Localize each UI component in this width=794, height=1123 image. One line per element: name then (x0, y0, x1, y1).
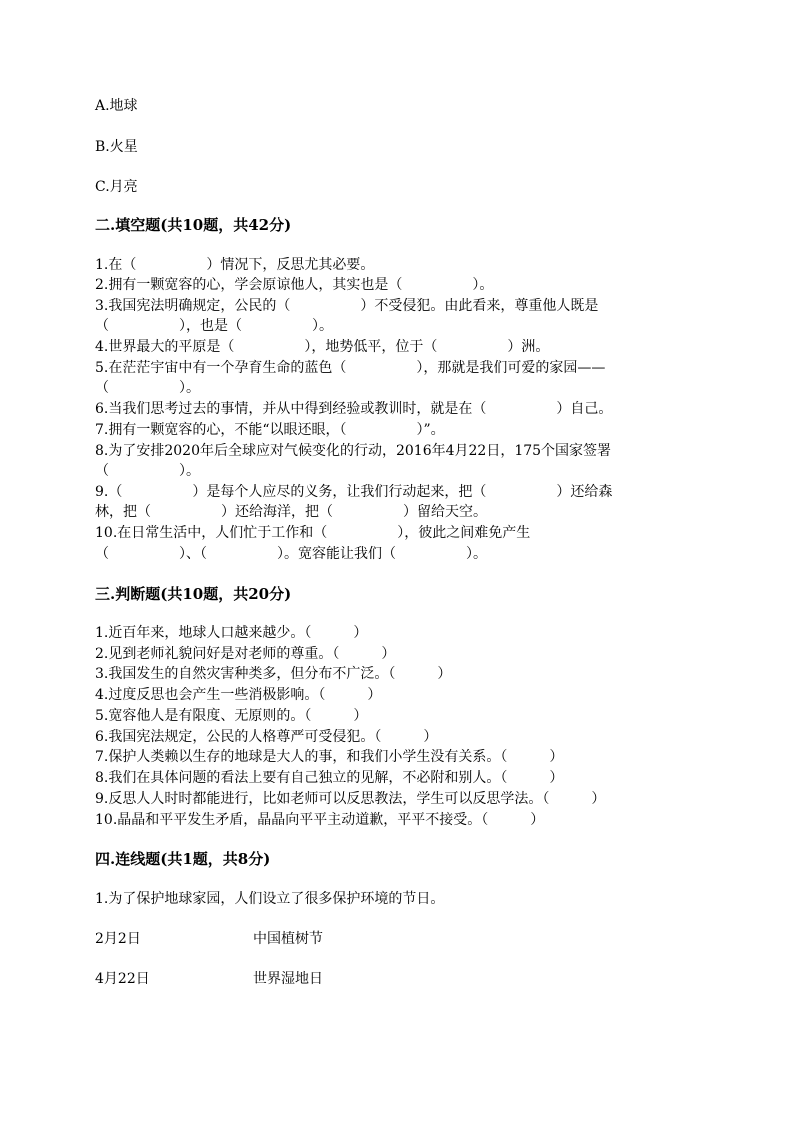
match-left-item: 2月2日 (95, 931, 141, 947)
option-a: A.地球 (95, 98, 138, 114)
fill-line: 1.在（ ）情况下，反思尤其必要。 (95, 257, 375, 273)
option-b: B.火星 (95, 139, 138, 155)
judge-section-heading: 三.判断题(共10题，共20分) (95, 585, 292, 603)
judge-line: 3.我国发生的自然灾害种类多，但分布不广泛。（ ） (95, 666, 452, 682)
fill-line: 6.当我们思考过去的事情，并从中得到经验或教训时，就是在（ ）自己。 (95, 401, 613, 417)
judge-line: 8.我们在具体问题的看法上要有自己独立的见解，不必附和别人。（ ） (95, 770, 564, 786)
match-question: 1.为了保护地球家园，人们设立了很多保护环境的节日。 (95, 891, 445, 907)
match-left-item: 4月22日 (95, 971, 150, 987)
judge-line: 6.我国宪法规定，公民的人格尊严可受侵犯。（ ） (95, 729, 438, 745)
fill-line: 7.拥有一颗宽容的心，不能“以眼还眼，（ ）”。 (95, 422, 445, 438)
match-right-item: 世界湿地日 (253, 971, 323, 987)
fill-line: 4.世界最大的平原是（ ），地势低平，位于（ ）洲。 (95, 339, 550, 355)
fill-line: （ ）。 (95, 380, 200, 396)
judge-line: 1.近百年来，地球人口越来越少。（ ） (95, 625, 368, 641)
match-right-item: 中国植树节 (253, 931, 323, 947)
judge-line: 9.反思人人时时都能进行，比如老师可以反思教法，学生可以反思学法。（ ） (95, 791, 606, 807)
judge-line: 4.过度反思也会产生一些消极影响。（ ） (95, 687, 382, 703)
fill-line: （ ）。 (95, 463, 200, 479)
fill-line: 2.拥有一颗宽容的心，学会原谅他人，其实也是（ ）。 (95, 277, 494, 293)
fill-line: 5.在茫茫宇宙中有一个孕育生命的蓝色（ ），那就是我们可爱的家园—— (95, 360, 606, 376)
fill-line: 10.在日常生活中，人们忙于工作和（ ），彼此之间难免产生 (95, 525, 531, 541)
judge-line: 7.保护人类赖以生存的地球是大人的事，和我们小学生没有关系。（ ） (95, 749, 564, 765)
match-section-heading: 四.连线题(共1题，共8分) (95, 850, 271, 868)
judge-line: 10.晶晶和平平发生矛盾，晶晶向平平主动道歉，平平不接受。（ ） (95, 812, 545, 828)
fill-line: 8.为了安排2020年后全球应对气候变化的行动，2016年4月22日，175个国家签署 (95, 443, 612, 459)
fill-line: 3.我国宪法明确规定，公民的（ ）不受侵犯。由此看来，尊重他人既是 (95, 298, 599, 314)
fill-section-heading: 二.填空题(共10题，共42分) (95, 216, 292, 234)
fill-line: （ ）、（ ）。宽容能让我们（ ）。 (95, 546, 487, 562)
fill-line: （ ），也是（ ）。 (95, 318, 333, 334)
option-c: C.月亮 (95, 179, 138, 195)
fill-line: 9.（ ）是每个人应尽的义务，让我们行动起来，把（ ）还给森 (95, 484, 613, 500)
judge-line: 5.宽容他人是有限度、无原则的。（ ） (95, 708, 368, 724)
judge-line: 2.见到老师礼貌问好是对老师的尊重。（ ） (95, 646, 396, 662)
fill-line: 林，把（ ）还给海洋，把（ ）留给天空。 (95, 504, 487, 520)
